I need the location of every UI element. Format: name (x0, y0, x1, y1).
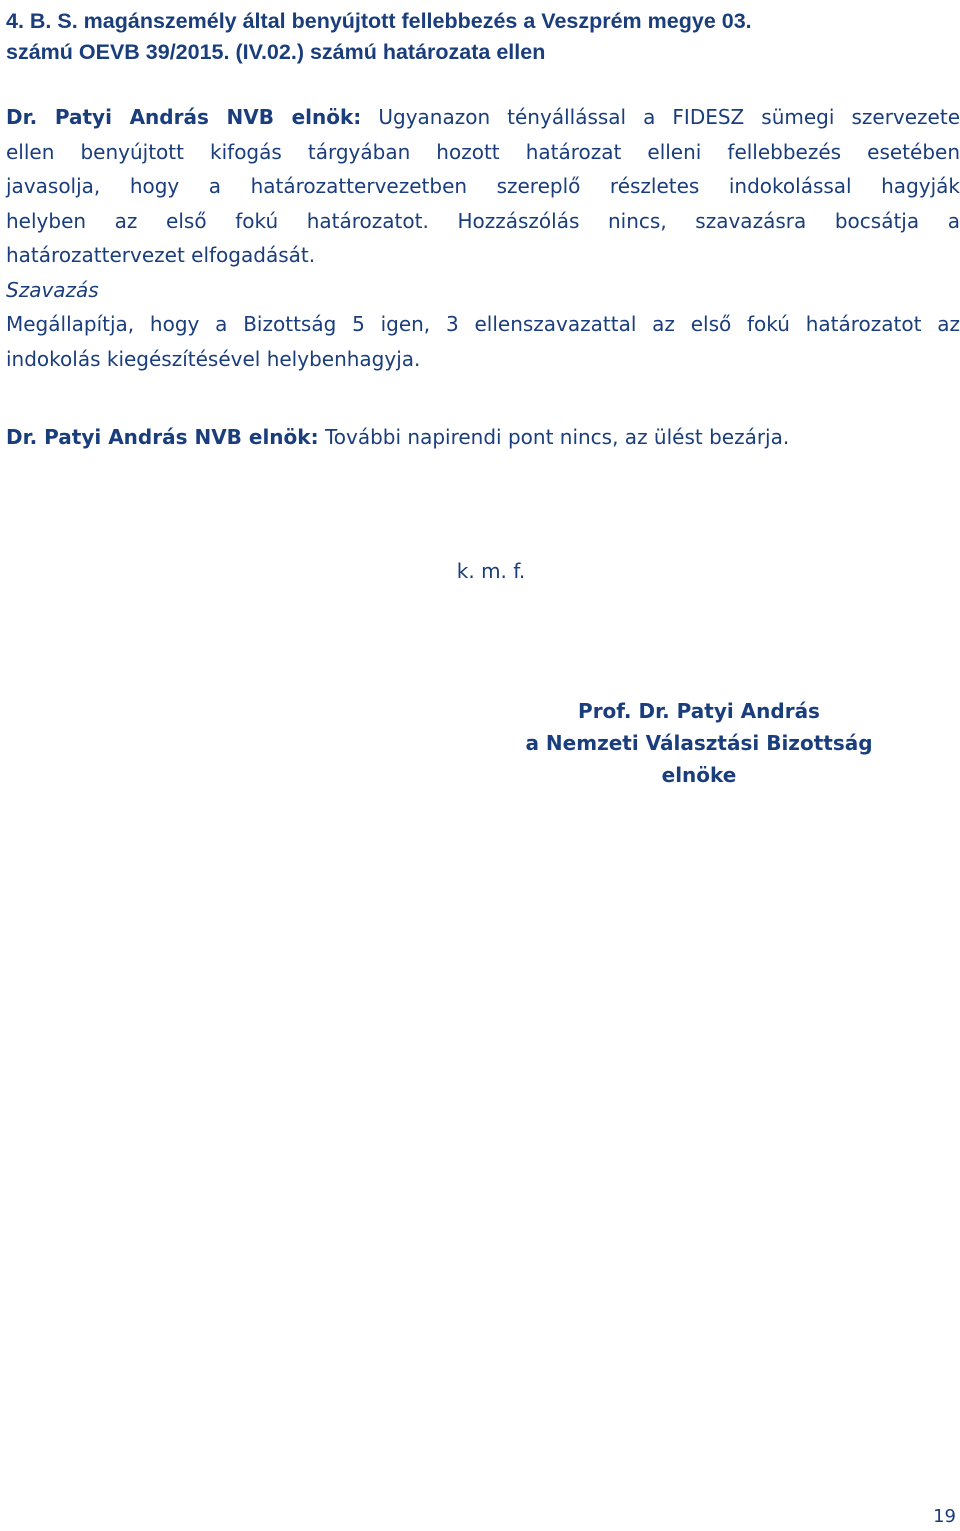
paragraph-text-1: Ugyanazon tényállással a FIDESZ sümegi szervezete (378, 105, 960, 129)
closing-speaker-name: Dr. Patyi András NVB elnök: (6, 425, 319, 449)
speaker-name: Dr. Patyi András NVB elnök: (6, 105, 362, 129)
signatory-role-line-2: elnöke (661, 763, 737, 787)
closing-statement-text: További napirendi pont nincs, az ülést bezárja. (324, 425, 790, 449)
vote-result-line-1: Megállapítja, hogy a Bizottság 5 igen, 3 ellenszavazattal az első fokú határozatot az (6, 312, 960, 336)
paragraph-line-3: javasolja, hogy a határozattervezetben szereplő részletes indokolással hagyják (6, 174, 960, 198)
paragraph-line-1 (6, 100, 960, 135)
chair-statement-paragraph (6, 100, 960, 376)
heading-line-2: számú OEVB 39/2015. (IV.02.) számú határozata ellen (6, 40, 546, 64)
agenda-item-heading (6, 6, 946, 68)
signatory-name: Prof. Dr. Patyi András (578, 699, 820, 723)
paragraph-line-5: határozattervezet elfogadását. (6, 243, 316, 267)
vote-label: Szavazás (6, 277, 99, 302)
page-number: 19 (933, 1506, 956, 1527)
paragraph-line-2: ellen benyújtott kifogás tárgyában hozott határozat elleni fellebbezés esetében (6, 139, 960, 164)
signature-block (489, 695, 909, 791)
paragraph-line-4: helyben az első fokú határozatot. Hozzászólás nincs, szavazásra bocsátja a (6, 208, 960, 233)
heading-line-1: 4. B. S. magánszemély által benyújtott fellebbezés a Veszprém megye 03. (6, 9, 752, 33)
kmf-mark: k. m. f. (456, 559, 526, 583)
signatory-role-line-1: a Nemzeti Választási Bizottság (525, 731, 873, 755)
vote-result-line-2: indokolás kiegészítésével helybenhagyja. (6, 346, 421, 371)
closing-statement-line (6, 420, 960, 455)
closing-statement-paragraph (6, 420, 960, 455)
document-page (6, 0, 960, 1531)
